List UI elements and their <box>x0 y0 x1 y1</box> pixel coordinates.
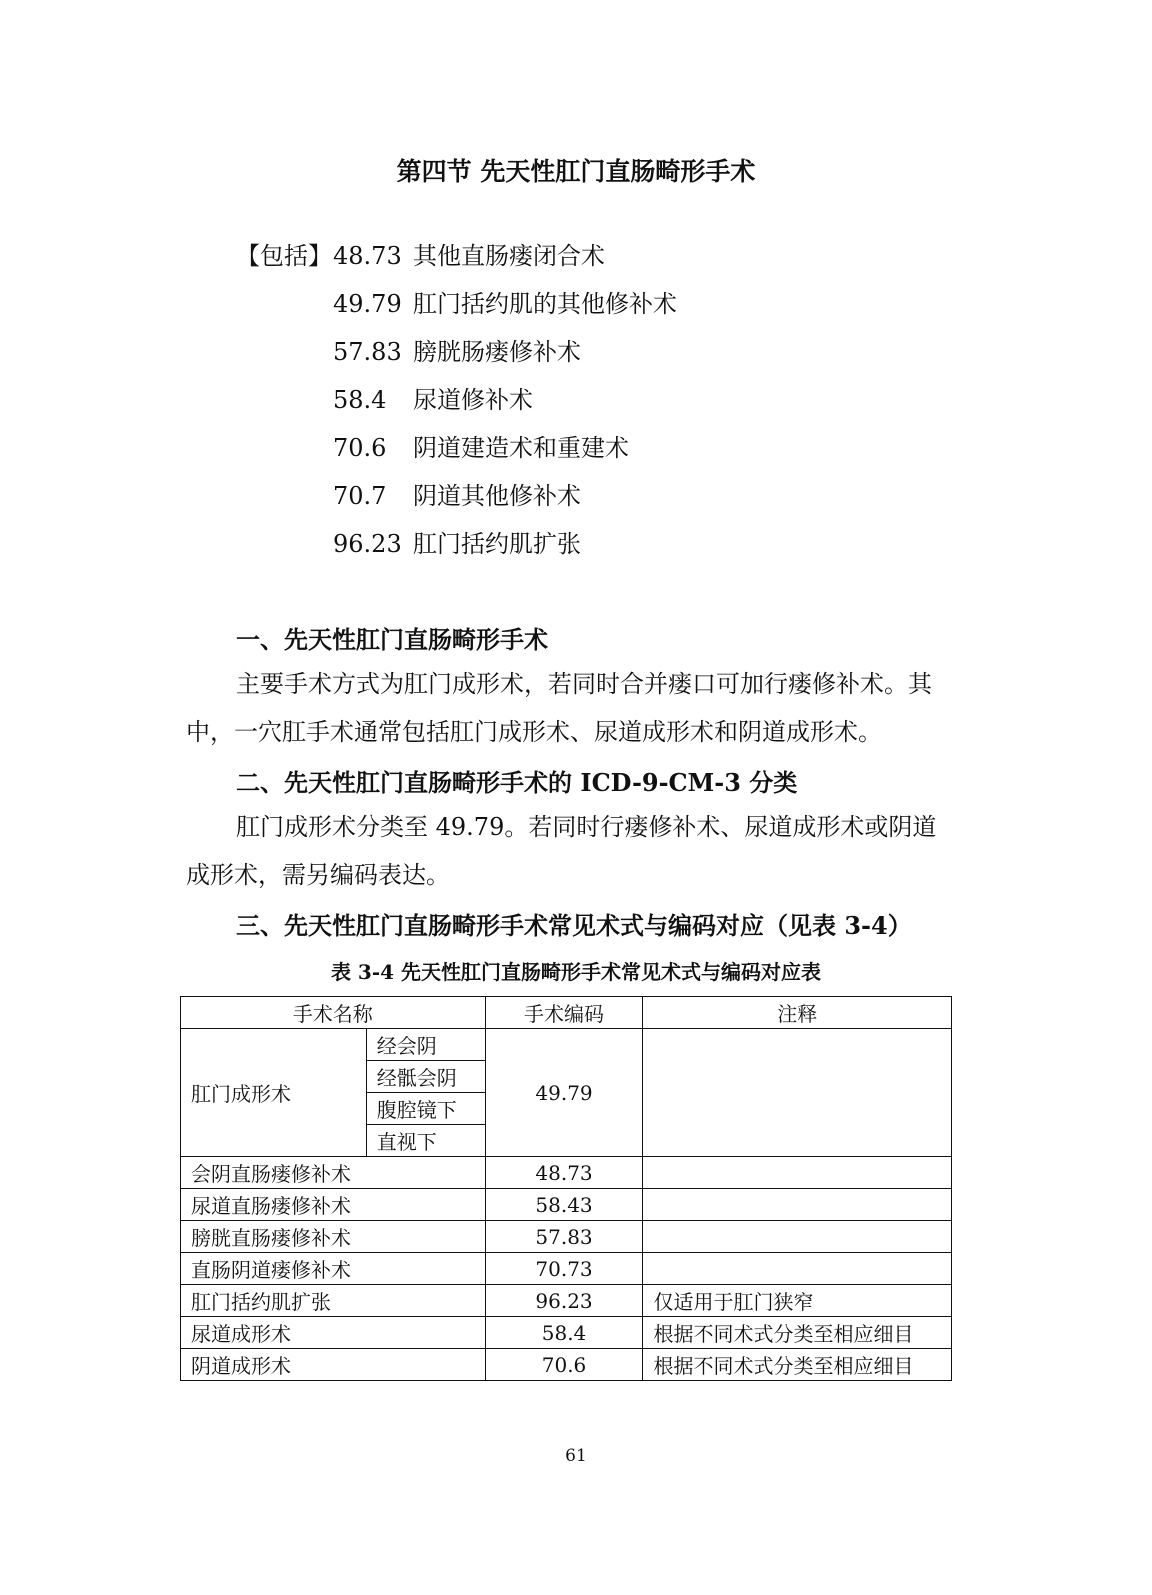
include-label: 【包括】 <box>236 242 332 270</box>
table-row <box>181 1349 952 1381</box>
table-cell-note <box>643 1253 952 1285</box>
include-item-code: 57.83 <box>333 338 402 366</box>
heading-1: 一、先天性肛门直肠畸形手术 <box>236 625 548 654</box>
table-cell-code: 57.83 <box>485 1221 643 1253</box>
include-item <box>333 380 533 415</box>
table-cell-name: 膀胱直肠瘘修补术 <box>181 1221 486 1253</box>
table-cell-name: 阴道成形术 <box>181 1349 486 1381</box>
table-cell-code: 49.79 <box>485 1029 643 1157</box>
include-item-code: 48.73 <box>333 242 402 270</box>
include-item-code: 49.79 <box>333 290 402 318</box>
paragraph-1: 主要手术方式为肛门成形术，若同时合并瘘口可加行瘘修补术。其中，一穴肛手术通常包括肛门成形术、尿道成形术和阴道成形术。 <box>186 670 932 746</box>
code-table <box>180 996 952 1381</box>
include-item <box>333 476 581 511</box>
table-cell-code: 70.73 <box>485 1253 643 1285</box>
include-item-code: 70.6 <box>333 434 387 462</box>
table-row <box>181 1285 952 1317</box>
table-caption: 表 3-4 先天性肛门直肠畸形手术常见术式与编码对应表 <box>330 960 822 984</box>
include-item <box>333 524 581 559</box>
table-cell-note <box>643 1189 952 1221</box>
include-item <box>333 284 677 319</box>
header-note: 注释 <box>643 997 952 1029</box>
table-cell-code: 70.6 <box>485 1349 643 1381</box>
table-cell-subtype: 经会阴 <box>366 1029 485 1061</box>
table-cell-code: 58.4 <box>485 1317 643 1349</box>
table-cell-note: 仅适用于肛门狭窄 <box>643 1285 952 1317</box>
header-name: 手术名称 <box>181 997 486 1029</box>
paragraph-2: 肛门成形术分类至 49.79。若同时行瘘修补术、尿道成形术或阴道成形术，需另编码表达。 <box>186 813 937 889</box>
include-item-name: 阴道建造术和重建术 <box>413 434 629 462</box>
page-number: 61 <box>565 1446 587 1466</box>
include-item-name: 肛门括约肌扩张 <box>413 530 581 558</box>
table-cell-name: 尿道成形术 <box>181 1317 486 1349</box>
heading-2: 二、先天性肛门直肠畸形手术的 ICD-9-CM-3 分类 <box>236 768 798 797</box>
table-cell-name: 会阴直肠瘘修补术 <box>181 1157 486 1189</box>
table-cell-subtype: 经骶会阴 <box>366 1061 485 1093</box>
table-row <box>181 1157 952 1189</box>
include-item <box>333 236 605 271</box>
table-cell-note <box>643 1029 952 1157</box>
table-row <box>181 1029 952 1061</box>
table-cell-name: 尿道直肠瘘修补术 <box>181 1189 486 1221</box>
table-cell-subtype: 腹腔镜下 <box>366 1093 485 1125</box>
include-item-name: 肛门括约肌的其他修补术 <box>413 290 677 318</box>
include-item-code: 70.7 <box>333 482 387 510</box>
table-row <box>181 1189 952 1221</box>
section-title: 第四节 先天性肛门直肠畸形手术 <box>396 157 756 186</box>
table-cell-code: 48.73 <box>485 1157 643 1189</box>
include-item-name: 膀胱肠瘘修补术 <box>413 338 581 366</box>
include-item-code: 96.23 <box>333 530 402 558</box>
table-cell-name: 肛门括约肌扩张 <box>181 1285 486 1317</box>
include-item-name: 尿道修补术 <box>413 386 533 414</box>
include-item <box>333 332 581 367</box>
table-row <box>181 1317 952 1349</box>
table-row <box>181 1253 952 1285</box>
table-cell-code: 96.23 <box>485 1285 643 1317</box>
heading-3: 三、先天性肛门直肠畸形手术常见术式与编码对应（见表 3-4） <box>236 911 912 940</box>
include-item-name: 阴道其他修补术 <box>413 482 581 510</box>
include-item <box>333 428 629 463</box>
table-cell-note <box>643 1157 952 1189</box>
table-cell-note: 根据不同术式分类至相应细目 <box>643 1317 952 1349</box>
table-cell-subtype: 直视下 <box>366 1125 485 1157</box>
table-cell-name: 直肠阴道瘘修补术 <box>181 1253 486 1285</box>
table-cell-note: 根据不同术式分类至相应细目 <box>643 1349 952 1381</box>
include-item-code: 58.4 <box>333 386 387 414</box>
table-row <box>181 1221 952 1253</box>
table-cell-note <box>643 1221 952 1253</box>
table-header-row <box>181 997 952 1029</box>
table-cell-name: 肛门成形术 <box>181 1029 367 1157</box>
include-item-name: 其他直肠瘘闭合术 <box>413 242 605 270</box>
header-code: 手术编码 <box>485 997 643 1029</box>
table-cell-code: 58.43 <box>485 1189 643 1221</box>
